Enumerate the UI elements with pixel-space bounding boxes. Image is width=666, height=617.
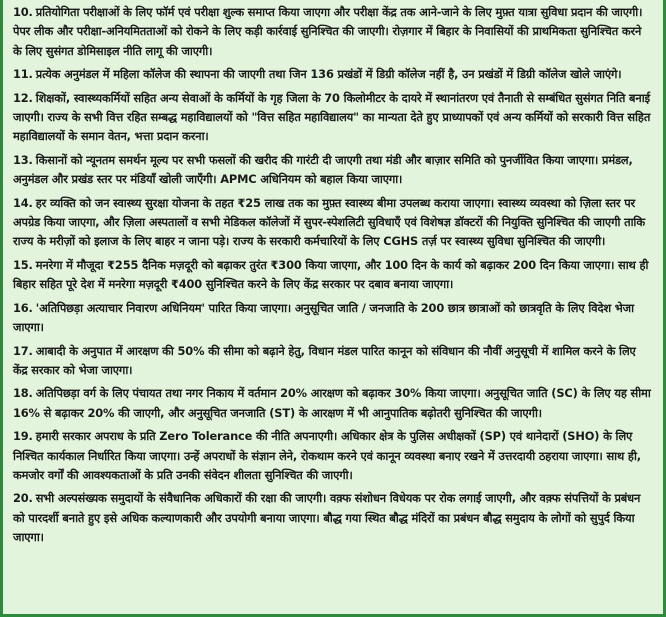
promise-item-14 <box>13 194 653 252</box>
promise-item-10 <box>13 3 653 61</box>
item-text: किसानों को न्यूनतम समर्थन मूल्य पर सभी फसलों की खरीद की गारंटी दी जाएगी तथा मंडी और बाज़ार समिति को पुनर्जीवित किया जाएगा। प्रमंडल, अनुमंडल और प्रखंड स्तर पर मंडियाँ खोली जाएँगी। APMC अधिनियम को बहाल किया जाएगा। <box>13 152 633 187</box>
item-number: 13. <box>13 152 33 167</box>
promise-list <box>13 3 653 552</box>
promise-item-20 <box>13 489 653 547</box>
item-text: प्रतियोगिता परीक्षाओं के लिए फॉर्म एवं परीक्षा शुल्क समाप्त किया जाएगा और परीक्षा केंद्र तक आने-जाने के लिए मुफ़्त यात्रा सुविधा प्रदान की जाएगी। पेपर लीक और परीक्षा-अनियमितताओं को रोकने के लिए कड़ी कार्रवाई सुनिश्चित की जाएगी। रोज़गार में बिहार के निवासियों की प्राथमिकता सुनिश्चित करने के लिए सुसंगत डोमिसाइल नीति लागू की जाएगी। <box>13 5 643 58</box>
item-number: 17. <box>13 343 33 358</box>
item-number: 11. <box>13 67 33 82</box>
item-number: 14. <box>13 195 33 210</box>
item-number: 20. <box>13 491 33 506</box>
item-text: प्रत्येक अनुमंडल में महिला कॉलेज की स्थापना की जाएगी तथा जिन 136 प्रखंडों में डिग्री कॉलेज नहीं है, उन प्रखंडों में डिग्री कॉलेज खोले जाएंगे। <box>35 67 622 82</box>
item-number: 15. <box>13 257 33 272</box>
item-text: शिक्षकों, स्वास्थ्यकर्मियों सहित अन्य सेवाओं के कर्मियों के गृह जिला के 70 किलोमीटर के दायरे में स्थानांतरण एवं तैनाती से सम्बंधित सुसंगत निति बनाई जाएगी। राज्य के सभी वित्त रहित सम्बद्ध महाविद्यालयों को "वित्त सहित महाविद्यालय" का मान्यता देते हुए प्राध्यापकों एवं अन्य कर्मियों को सरकारी वित्त सहित महाविद्यालयों के समान वेतन, भत्ता प्रदान करना। <box>13 90 651 144</box>
promise-item-19 <box>13 427 653 485</box>
promise-item-17 <box>13 342 653 381</box>
item-text: आबादी के अनुपात में आरक्षण की 50% की सीमा को बढ़ाने हेतु, विधान मंडल पारित कानून को संविधान की नौवीं अनुसूची में शामिल करने के लिए केंद्र सरकार को भेजा जाएगा। <box>13 343 636 377</box>
item-text: 'अतिपिछड़ा अत्याचार निवारण अधिनियम' पारित किया जाएगा। अनुसूचित जाति / जनजाति के 200 छात्र छात्राओं को छात्रवृति के लिए विदेश भेजा जाएगा। <box>13 300 634 335</box>
item-number: 19. <box>13 429 33 444</box>
item-number: 16. <box>13 300 33 315</box>
promise-item-18 <box>13 384 653 423</box>
promise-item-15 <box>13 256 653 295</box>
item-number: 12. <box>13 90 33 105</box>
item-text: मनरेगा में मौजूदा ₹255 दैनिक मज़दूरी को बढ़ाकर तुरंत ₹300 किया जाएगा, और 100 दिन के कार्य को बढ़ाकर 200 दिन किया जाएगा। साथ ही बिहार सहित पूरे देश में मनरेगा मज़दूरी ₹400 सुनिश्चित करने के लिए केंद्र सरकार पर दबाव बनाया जाएगा। <box>13 257 649 292</box>
item-number: 18. <box>13 386 33 401</box>
promise-item-11 <box>13 65 653 84</box>
promise-item-12 <box>13 89 653 147</box>
promise-item-13 <box>13 151 653 190</box>
item-number: 10. <box>13 5 33 19</box>
promise-item-16 <box>13 299 653 338</box>
item-text: अतिपिछड़ा वर्ग के लिए पंचायत तथा नगर निकाय में वर्तमान 20% आरक्षण को बढ़ाकर 30% किया जाएगा। अनुसूचित जाति (SC) के लिए यह सीमा 16% से बढ़ाकर 20% की जाएगी, और अनुसूचित जनजाति (ST) के आरक्षण में भी आनुपातिक बढ़ोतरी सुनिश्चित की जाएगी। <box>13 386 651 420</box>
item-text: सभी अल्पसंख्यक समुदायों के संवैधानिक अधिकारों की रक्षा की जाएगी। वक़्फ संशोधन विधेयक पर रोक लगाई जाएगी, और वक़्फ संपत्तियों के प्रबंधन को पारदर्शी बनाते हुए इसे अधिक कल्याणकारी और उपयोगी बनाया जाएगा। बौद्ध गया स्थित बौद्ध मंदिरों का प्रबंधन बौद्ध समुदाय के लोगों को सुपुर्द किया जाएगा। <box>13 491 641 545</box>
item-text: हमारी सरकार अपराध के प्रति Zero Tolerance की नीति अपनाएगी। अधिकार क्षेत्र के पुलिस अधीक्षकों (SP) एवं थानेदारों (SHO) के लिए निश्चित कार्यकाल निर्धारित किया जाएगा। उन्हें अपराधों के संज्ञान लेने, रोकथाम करने एवं कानून व्यवस्था बनाए रखने में उत्तरदायी ठहराया जाएगा। साथ ही, कमजोर वर्गों की आवश्यकताओं के प्रति उनकी संवेदन शीलता सुनिश्चित की जाएगी। <box>13 429 641 482</box>
item-text: हर व्यक्ति को जन स्वास्थ्य सुरक्षा योजना के तहत ₹25 लाख तक का मुफ़्त स्वास्थ्य बीमा उपलब्ध कराया जाएगा। स्वास्थ्य व्यवस्था को ज़िला स्तर पर अपग्रेड किया जाएगा, और ज़िला अस्पतालों व सभी मेडिकल कॉलेजों में सुपर-स्पेशलिटी सुविधाएँ एवं विशेषज्ञ डॉक्टरों की नियुक्ति सुनिश्चित की जाएगी ताकि राज्य के मरीज़ों को इलाज के लिए बाहर न जाना पड़े। राज्य के सरकारी कर्मचारियों के लिए CGHS तर्ज़ पर स्वास्थ्य सुविधा सुनिश्चित की जाएगी। <box>13 195 645 249</box>
